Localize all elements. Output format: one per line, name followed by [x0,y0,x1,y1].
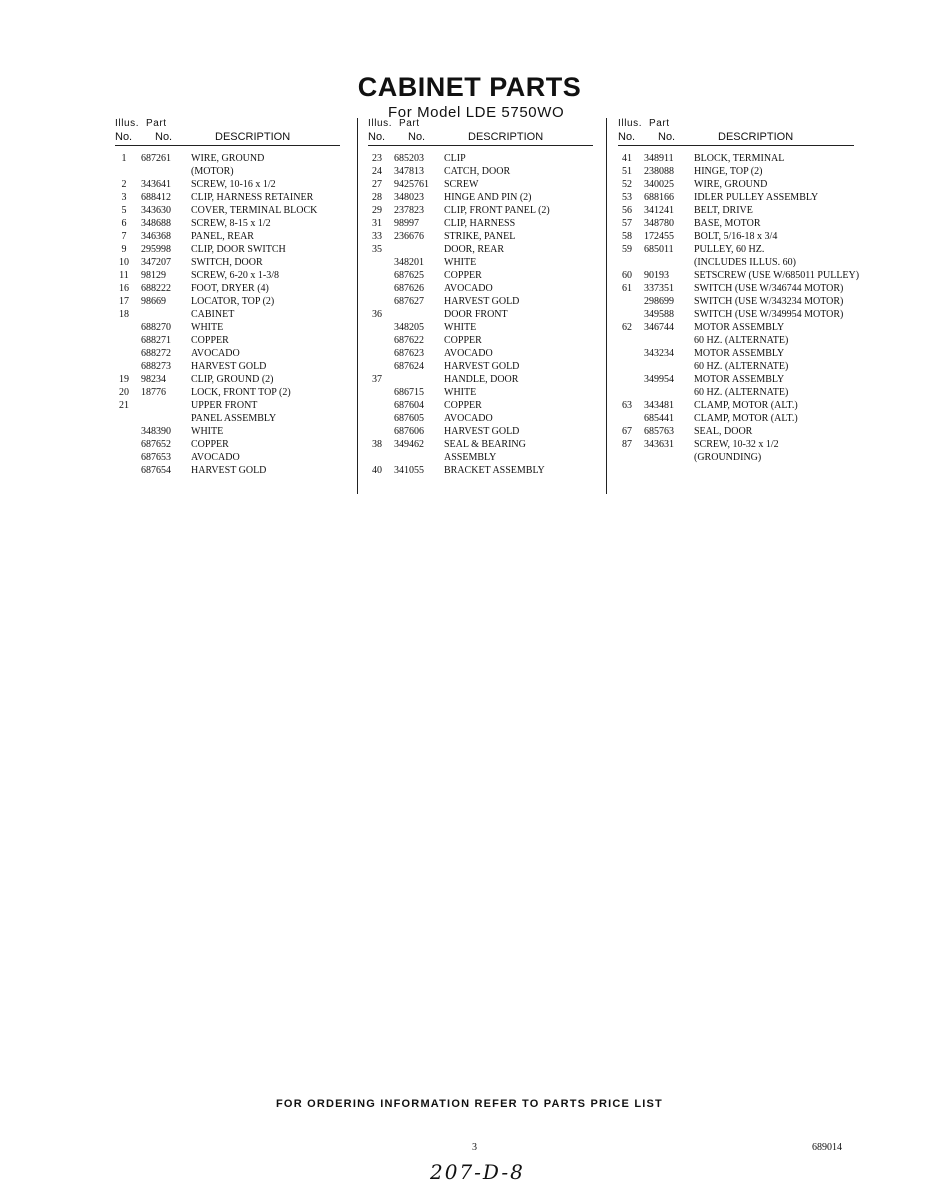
part-description: CLAMP, MOTOR (ALT.) [694,413,798,424]
part-number: 687623 [394,348,424,359]
part-description: 60 HZ. (ALTERNATE) [694,361,789,372]
part-description: WHITE [444,387,477,398]
illus-number: 57 [622,218,632,229]
part-number: 348780 [644,218,674,229]
parts-row [368,244,593,257]
part-description: (INCLUDES ILLUS. 60) [694,257,796,268]
part-number: 341241 [644,205,674,216]
parts-row [115,244,340,257]
parts-row [115,374,340,387]
parts-row [618,413,854,426]
part-description: AVOCADO [444,413,493,424]
column-divider-left [357,118,358,494]
illus-number: 60 [622,270,632,281]
parts-row [368,426,593,439]
part-description: COPPER [444,335,482,346]
part-number: 687605 [394,413,424,424]
parts-row [115,322,340,335]
part-description: 60 HZ. (ALTERNATE) [694,335,789,346]
parts-row [368,348,593,361]
parts-row [618,153,854,166]
parts-row [618,374,854,387]
document-number: 689014 [812,1142,842,1153]
part-description: BASE, MOTOR [694,218,761,229]
parts-row [618,270,860,283]
parts-row [618,335,854,348]
parts-list [115,153,340,478]
part-number: 688166 [644,192,674,203]
part-description: CABINET [191,309,235,320]
parts-column-1 [115,118,340,478]
part-number: 172455 [644,231,674,242]
part-description: SCREW [444,179,479,190]
parts-row [618,348,854,361]
part-number: 686715 [394,387,424,398]
part-description: SWITCH (USE W/343234 MOTOR) [694,296,844,307]
part-number: 98234 [141,374,166,385]
part-number: 341055 [394,465,424,476]
part-description: CLIP, FRONT PANEL (2) [444,205,550,216]
part-description: WHITE [444,257,477,268]
part-description: CLIP, GROUND (2) [191,374,274,385]
description-header: DESCRIPTION [215,131,291,143]
part-number: 688270 [141,322,171,333]
part-description: CLIP, HARNESS [444,218,516,229]
part-number: 348390 [141,426,171,437]
parts-row [368,400,593,413]
part-number: 687261 [141,153,171,164]
parts-row [368,361,593,374]
parts-row [368,153,593,166]
parts-row [618,205,854,218]
part-description: COPPER [191,439,229,450]
part-number: 688222 [141,283,171,294]
parts-row [618,166,854,179]
parts-row [115,309,340,322]
parts-row [115,335,340,348]
illus-number: 6 [121,218,127,229]
part-description: PANEL ASSEMBLY [191,413,277,424]
part-description: HINGE, TOP (2) [694,166,763,177]
illus-number: 63 [622,400,632,411]
part-number: 688272 [141,348,171,359]
part-description: HARVEST GOLD [191,361,267,372]
parts-row [618,309,854,322]
parts-row [618,179,854,192]
part-number: 348201 [394,257,424,268]
part-description: LOCK, FRONT TOP (2) [191,387,291,398]
part-number: 238088 [644,166,674,177]
part-number: 687627 [394,296,424,307]
part-number: 337351 [644,283,674,294]
parts-row [618,361,854,374]
part-number: 687626 [394,283,424,294]
parts-row [115,400,340,413]
parts-row [368,309,593,322]
part-description: LOCATOR, TOP (2) [191,296,275,307]
parts-row [618,283,854,296]
illus-number: 9 [121,244,127,255]
part-number: 349462 [394,439,424,450]
part-number: 90193 [644,270,669,281]
part-number: 349954 [644,374,674,385]
parts-list [368,153,593,478]
parts-row [368,465,593,478]
part-description: CLIP, DOOR SWITCH [191,244,286,255]
illus-number: 7 [121,231,127,242]
parts-row [368,270,593,283]
part-description: (GROUNDING) [694,452,762,463]
illus-no-header: No. [618,131,636,143]
part-number: 348911 [644,153,674,164]
part-number: 18776 [141,387,166,398]
part-description: HARVEST GOLD [191,465,267,476]
parts-row [618,426,854,439]
parts-row [368,452,593,465]
part-description: MOTOR ASSEMBLY [694,322,785,333]
parts-row [115,270,340,283]
parts-row [115,153,340,166]
parts-row [618,192,854,205]
part-number: 343641 [141,179,171,190]
part-number: 348688 [141,218,171,229]
illus-number: 5 [121,205,127,216]
part-description: SCREW, 6-20 x 1-3/8 [191,270,279,281]
illus-number: 31 [372,218,382,229]
parts-row [115,179,340,192]
part-number: 687654 [141,465,171,476]
illus-number: 24 [372,166,382,177]
illus-number: 27 [372,179,382,190]
part-description: DOOR, REAR [444,244,505,255]
part-description: AVOCADO [191,452,240,463]
part-number: 348023 [394,192,424,203]
part-number: 348205 [394,322,424,333]
parts-row [368,231,593,244]
part-number: 237823 [394,205,424,216]
illus-number: 41 [622,153,632,164]
part-description: AVOCADO [444,348,493,359]
illus-number: 53 [622,192,632,203]
part-number: 295998 [141,244,171,255]
part-description: AVOCADO [444,283,493,294]
part-description: BOLT, 5/16-18 x 3/4 [694,231,778,242]
parts-row [115,426,340,439]
parts-row [618,439,854,452]
parts-row [618,231,854,244]
page-number: 3 [472,1142,477,1153]
parts-row [368,192,593,205]
parts-row [368,322,593,335]
part-number: 685763 [644,426,674,437]
part-description: MOTOR ASSEMBLY [694,374,785,385]
illus-no-header: No. [115,131,133,143]
illus-number: 29 [372,205,382,216]
part-number: 346368 [141,231,171,242]
part-description: SCREW, 10-32 x 1/2 [694,439,779,450]
ordering-note: FOR ORDERING INFORMATION REFER TO PARTS PRICE LIST [276,1098,663,1110]
part-description: PANEL, REAR [191,231,254,242]
part-description: SWITCH, DOOR [191,257,263,268]
part-description: SEAL & BEARING [444,439,526,450]
part-description: SWITCH (USE W/349954 MOTOR) [694,309,844,320]
part-number: 687606 [394,426,424,437]
part-description: HANDLE, DOOR [444,374,519,385]
parts-list [618,153,860,465]
part-description: CLIP, HARNESS RETAINER [191,192,314,203]
part-description: MOTOR ASSEMBLY [694,348,785,359]
parts-row [368,218,593,231]
part-description: 60 HZ. (ALTERNATE) [694,387,789,398]
part-description: CATCH, DOOR [444,166,511,177]
parts-row [115,465,340,478]
part-number: 346744 [644,322,674,333]
part-number: 343481 [644,400,674,411]
parts-row [368,205,593,218]
part-description: BRACKET ASSEMBLY [444,465,545,476]
illus-number: 56 [622,205,632,216]
part-description: PULLEY, 60 HZ. [694,244,765,255]
part-number: 687624 [394,361,424,372]
parts-row [618,400,854,413]
part-description: WHITE [191,322,224,333]
part-number: 298699 [644,296,674,307]
part-description: UPPER FRONT [191,400,258,411]
illus-number: 67 [622,426,632,437]
parts-row [115,192,340,205]
part-number: 685203 [394,153,424,164]
parts-row [115,348,340,361]
part-number: 688412 [141,192,171,203]
illus-number: 23 [372,153,382,164]
parts-row [618,387,854,400]
column-divider-right [606,118,607,494]
illus-number: 87 [622,439,632,450]
illus-number: 52 [622,179,632,190]
illus-number: 11 [119,270,129,281]
part-number: 685011 [644,244,674,255]
parts-row [368,283,593,296]
parts-row [368,413,593,426]
illus-number: 28 [372,192,382,203]
part-number: 347207 [141,257,171,268]
description-header: DESCRIPTION [468,131,544,143]
illus-header: Illus. [368,118,393,129]
parts-row [115,361,340,374]
illus-number: 35 [372,244,382,255]
part-description: STRIKE, PANEL [444,231,516,242]
parts-row [618,296,854,309]
part-description: SETSCREW (USE W/685011 PULLEY) [694,270,860,281]
part-description: CLAMP, MOTOR (ALT.) [694,400,798,411]
part-number: 9425761 [394,179,429,190]
illus-number: 17 [119,296,129,307]
part-no-header: No. [658,131,676,143]
part-description: SCREW, 8-15 x 1/2 [191,218,271,229]
handwritten-note: 207-D-8 [430,1160,525,1184]
illus-number: 36 [372,309,382,320]
parts-row [115,387,340,400]
illus-header: Illus. [115,118,140,129]
part-description: COPPER [191,335,229,346]
part-number: 236676 [394,231,424,242]
parts-row [368,335,593,348]
parts-row [115,452,340,465]
part-number: 688273 [141,361,171,372]
parts-row [115,166,340,179]
illus-header: Illus. [618,118,643,129]
page-title: CABINET PARTS [357,72,582,102]
parts-row [618,257,854,270]
parts-row [115,257,340,270]
part-description: BLOCK, TERMINAL [694,153,785,164]
parts-row [618,218,854,231]
parts-column-2 [368,118,593,478]
part-number: 98997 [394,218,419,229]
part-description: COVER, TERMINAL BLOCK [191,205,318,216]
part-description: ASSEMBLY [444,452,497,463]
illus-number: 37 [372,374,382,385]
part-description: BELT, DRIVE [694,205,753,216]
parts-row [115,413,340,426]
parts-row [115,231,340,244]
parts-row [115,218,340,231]
parts-row [115,439,340,452]
model-subtitle: For Model LDE 5750WO [388,104,565,121]
illus-number: 58 [622,231,632,242]
part-header: Part [145,118,167,129]
part-number: 98129 [141,270,166,281]
part-no-header: No. [155,131,173,143]
parts-row [115,296,340,309]
part-description: DOOR FRONT [444,309,508,320]
part-number: 687604 [394,400,424,411]
parts-row [368,257,593,270]
part-description: HARVEST GOLD [444,361,520,372]
illus-number: 10 [119,257,129,268]
illus-number: 51 [622,166,632,177]
part-description: WHITE [191,426,224,437]
part-number: 687653 [141,452,171,463]
illus-no-header: No. [368,131,386,143]
part-description: WIRE, GROUND [191,153,265,164]
illus-number: 33 [372,231,382,242]
part-description: SCREW, 10-16 x 1/2 [191,179,276,190]
part-number: 349588 [644,309,674,320]
part-number: 687625 [394,270,424,281]
parts-row [368,179,593,192]
part-number: 340025 [644,179,674,190]
illus-number: 59 [622,244,632,255]
part-number: 687652 [141,439,171,450]
parts-row [368,387,593,400]
part-header: Part [398,118,420,129]
parts-row [618,322,854,335]
part-description: HINGE AND PIN (2) [444,192,532,203]
part-number: 687622 [394,335,424,346]
parts-column-3 [618,118,860,465]
part-description: WHITE [444,322,477,333]
part-description: CLIP [444,153,466,164]
parts-row [115,283,340,296]
illus-number: 40 [372,465,382,476]
part-description: COPPER [444,400,482,411]
illus-number: 3 [121,192,127,203]
part-number: 343631 [644,439,674,450]
illus-number: 61 [622,283,632,294]
part-no-header: No. [408,131,426,143]
illus-number: 38 [372,439,382,450]
part-description: SWITCH (USE W/346744 MOTOR) [694,283,844,294]
parts-row [618,244,854,257]
part-number: 685441 [644,413,674,424]
part-description: FOOT, DRYER (4) [191,283,269,294]
parts-row [368,296,593,309]
illus-number: 20 [119,387,129,398]
illus-number: 2 [121,179,127,190]
part-description: SEAL, DOOR [694,426,753,437]
illus-number: 1 [121,153,127,164]
part-header: Part [648,118,670,129]
part-description: IDLER PULLEY ASSEMBLY [694,192,819,203]
part-number: 688271 [141,335,171,346]
illus-number: 18 [119,309,129,320]
parts-row [368,374,593,387]
part-number: 98669 [141,296,166,307]
part-description: COPPER [444,270,482,281]
parts-row [368,439,593,452]
part-description: HARVEST GOLD [444,296,520,307]
parts-row [115,205,340,218]
part-number: 347813 [394,166,424,177]
illus-number: 19 [119,374,129,385]
part-description: (MOTOR) [191,166,234,177]
description-header: DESCRIPTION [718,131,794,143]
illus-number: 21 [119,400,129,411]
part-description: AVOCADO [191,348,240,359]
part-number: 343234 [644,348,674,359]
parts-row [368,166,593,179]
parts-row [618,452,854,465]
part-description: WIRE, GROUND [694,179,768,190]
illus-number: 62 [622,322,632,333]
part-number: 343630 [141,205,171,216]
part-description: HARVEST GOLD [444,426,520,437]
illus-number: 16 [119,283,129,294]
